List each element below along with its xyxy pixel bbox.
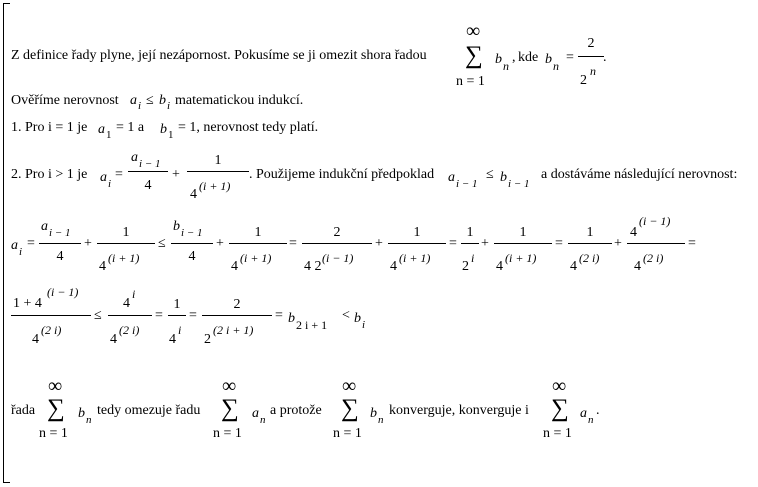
bn-sub: n	[86, 414, 92, 426]
frac-num: 1	[466, 225, 474, 240]
a-prev-sub: i − 1	[456, 178, 478, 190]
fraction-bar	[187, 171, 249, 172]
frac-den-exp: i	[178, 323, 182, 337]
comma: ,	[512, 50, 516, 65]
equals: =	[555, 236, 563, 251]
fraction-bar	[97, 243, 155, 244]
frac-den: 2	[462, 259, 469, 274]
an: a	[252, 406, 259, 421]
b1: b	[160, 122, 167, 137]
frac-num: 4	[630, 225, 637, 240]
frac-den-exp: (i − 1)	[322, 251, 354, 265]
frac-den: 4	[231, 259, 238, 274]
group-bracket	[3, 3, 10, 483]
frac-den-exp: (2 i)	[579, 251, 600, 265]
period: .	[603, 50, 607, 65]
frac-num: 1	[122, 225, 130, 240]
plus: +	[172, 167, 180, 182]
b-prev-sub: i − 1	[508, 178, 530, 190]
bn-denominator: 2	[580, 73, 587, 88]
equals: =	[688, 236, 696, 251]
frac-num-sub: i − 1	[139, 158, 161, 170]
equals: =	[566, 50, 574, 65]
frac-num: 1	[413, 225, 421, 240]
frac-num: 1	[586, 225, 594, 240]
frac-num-sub: i − 1	[49, 227, 71, 239]
fraction-bar	[461, 243, 479, 244]
ai: a	[100, 170, 107, 185]
equals: =	[449, 236, 457, 251]
converges-text: konverguje, konverguje i	[389, 403, 529, 418]
induction-text: matematickou indukcí.	[175, 93, 304, 108]
bi: b	[354, 311, 361, 326]
plus: +	[614, 236, 622, 251]
le-sign: ≤	[486, 167, 494, 182]
fraction-bar	[202, 315, 272, 316]
ai: a	[130, 93, 137, 108]
ai-sub: i	[19, 246, 23, 258]
sum-lower-limit: n = 1	[213, 426, 242, 441]
an: a	[580, 406, 587, 421]
an-sub: n	[260, 414, 266, 426]
series-term-sub: n	[503, 59, 509, 73]
bi: b	[159, 93, 166, 108]
frac-num: 1	[214, 153, 222, 168]
plus: +	[375, 236, 383, 251]
frac-den: 4	[99, 259, 106, 274]
frac-num: 1	[254, 225, 262, 240]
frac-den-exp: (i + 1)	[240, 251, 272, 265]
bn-denominator-exp: n	[590, 64, 596, 78]
sum-symbol: ∑	[341, 395, 359, 422]
kde-text: kde	[518, 50, 539, 65]
frac-num: 1 + 4	[13, 296, 42, 311]
frac-den: 4	[144, 178, 152, 193]
frac-den: 4	[188, 249, 196, 264]
b-term: b	[288, 311, 295, 326]
b-prev: b	[500, 170, 507, 185]
fraction-bar	[171, 243, 213, 244]
frac-num-exp: i	[132, 287, 136, 301]
frac-den: 4	[169, 332, 176, 347]
period: .	[596, 403, 600, 418]
b-term-sub: 2 i + 1	[296, 318, 328, 332]
fraction-bar	[39, 243, 81, 244]
bn-sub: n	[378, 414, 384, 426]
intro-text: Z definice řady plyne, její nezápornost. Pokusíme se ji omezit shora řadou	[11, 48, 427, 63]
fraction-bar	[168, 315, 186, 316]
frac-den: 2	[204, 332, 211, 347]
fraction-bar	[578, 56, 604, 57]
frac-den-exp: (2 i)	[119, 323, 140, 337]
frac-num: a	[131, 150, 138, 165]
step1-text: 1. Pro i = 1 je	[11, 120, 88, 135]
frac-num-sub: i − 1	[181, 227, 203, 239]
fraction-bar	[627, 243, 685, 244]
frac-num: a	[41, 219, 48, 234]
sum-lower-limit: n = 1	[456, 74, 485, 89]
fraction-bar	[388, 243, 446, 244]
following-text: a dostáváme následující nerovnost:	[541, 167, 738, 182]
fraction-bar	[128, 171, 168, 172]
an-sub: n	[588, 414, 594, 426]
frac-den-exp: (i + 1)	[108, 251, 140, 265]
plus: +	[216, 236, 224, 251]
frac-num: 2	[233, 297, 241, 312]
bn-lhs-sub: n	[553, 59, 559, 73]
le-sign: ≤	[146, 93, 154, 108]
frac-den: 4	[496, 259, 503, 274]
a1: a	[98, 122, 105, 137]
plus: +	[481, 236, 489, 251]
bn: b	[370, 406, 377, 421]
bi-sub: i	[167, 100, 171, 112]
le-sign: ≤	[158, 236, 166, 251]
frac-den: 4	[110, 332, 117, 347]
sum-symbol: ∑	[551, 395, 569, 422]
frac-den: 4	[570, 259, 577, 274]
fraction-bar	[302, 243, 372, 244]
equals: =	[155, 308, 163, 323]
step2-text: 2. Pro i > 1 je	[11, 167, 88, 182]
sum-lower-limit: n = 1	[39, 426, 68, 441]
frac-den: 4	[56, 249, 64, 264]
sum-lower-limit: n = 1	[333, 426, 362, 441]
frac-num: b	[173, 219, 180, 234]
frac-num: 4	[123, 296, 130, 311]
frac-den: 4	[634, 259, 641, 274]
sum-upper-limit: ∞	[222, 375, 237, 397]
frac-den-exp: i	[471, 251, 475, 265]
frac-num-exp: (i − 1)	[639, 214, 671, 228]
verify-text: Ověříme nerovnost	[11, 93, 119, 108]
plus: +	[84, 236, 92, 251]
fraction-bar	[229, 243, 287, 244]
frac-den-exp: (2 i + 1)	[213, 323, 254, 337]
le-sign: ≤	[94, 308, 102, 323]
step1-mid: = 1 a	[116, 120, 145, 135]
sum-symbol: ∑	[465, 42, 483, 69]
frac-den-exp: (2 i)	[41, 323, 62, 337]
bn: b	[78, 406, 85, 421]
frac-den-exp: (i + 1)	[199, 179, 231, 193]
equals: =	[289, 236, 297, 251]
fraction-bar	[11, 315, 91, 316]
b1-sub: 1	[168, 129, 174, 141]
bi-sub: i	[362, 319, 366, 331]
equals: =	[275, 308, 283, 323]
sum-upper-limit: ∞	[342, 375, 357, 397]
sum-symbol: ∑	[221, 395, 239, 422]
sum-upper-limit: ∞	[48, 375, 63, 397]
sum-lower-limit: n = 1	[543, 426, 572, 441]
frac-den-exp: (i + 1)	[505, 251, 537, 265]
fraction-bar	[568, 243, 612, 244]
bn-lhs: b	[545, 52, 552, 67]
frac-den-exp: (i + 1)	[399, 251, 431, 265]
sum-upper-limit: ∞	[552, 375, 567, 397]
fraction-bar	[108, 315, 152, 316]
bounds-text: tedy omezuje řadu	[97, 403, 201, 418]
equals: =	[189, 308, 197, 323]
rada-text: řada	[11, 403, 36, 418]
frac-num: 1	[173, 297, 181, 312]
frac-num: 1	[519, 225, 527, 240]
frac-num-exp: (i − 1)	[47, 285, 79, 299]
step1-end: = 1, nerovnost tedy platí.	[178, 120, 319, 135]
frac-den: 4	[390, 259, 397, 274]
ai-sub: i	[108, 178, 112, 190]
a-prev: a	[448, 170, 455, 185]
equals: =	[115, 167, 123, 182]
frac-den-exp: (2 i)	[643, 251, 664, 265]
sum-upper-limit: ∞	[466, 20, 481, 42]
sum-symbol: ∑	[47, 395, 65, 422]
lt-sign: <	[342, 308, 350, 323]
a1-sub: 1	[106, 129, 112, 141]
bn-numerator: 2	[587, 36, 595, 51]
because-text: a protože	[270, 403, 322, 418]
ai: a	[11, 238, 18, 253]
frac-den: 4	[32, 332, 39, 347]
frac-num: 2	[333, 225, 341, 240]
ai-sub: i	[138, 100, 142, 112]
series-term: b	[495, 52, 502, 67]
frac-den: 4	[190, 187, 197, 202]
frac-den: 4 2	[304, 259, 322, 274]
hypothesis-text: . Použijeme indukční předpoklad	[249, 167, 435, 182]
equals: =	[27, 236, 35, 251]
fraction-bar	[494, 243, 552, 244]
